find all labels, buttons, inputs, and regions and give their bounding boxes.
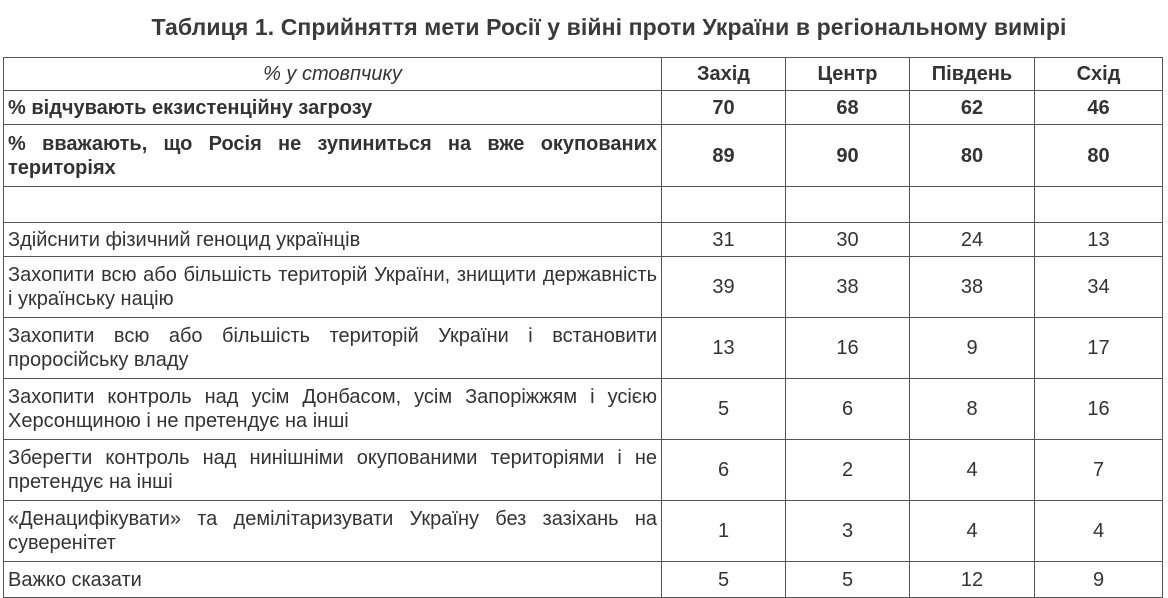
summary-row — [4, 125, 1163, 187]
empty-cell — [786, 187, 910, 223]
cell-value: 17 — [1035, 318, 1163, 379]
header-row — [4, 58, 1163, 91]
cell-value: 5 — [662, 562, 786, 598]
row-label: Захопити всю або більшість територій України і встановити проросійську владу — [4, 318, 662, 379]
cell-value: 7 — [1035, 440, 1163, 501]
cell-value: 13 — [662, 318, 786, 379]
column-header-west: Захід — [662, 58, 786, 91]
row-label: Зберегти контроль над нинішніми окупованими територіями і не претендує на інші — [4, 440, 662, 501]
cell-value: 6 — [662, 440, 786, 501]
cell-value: 13 — [1035, 223, 1163, 257]
cell-value: 16 — [786, 318, 910, 379]
cell-value: 16 — [1035, 379, 1163, 440]
row-label: Важко сказати — [4, 562, 662, 598]
cell-value: 31 — [662, 223, 786, 257]
cell-value: 3 — [786, 501, 910, 562]
table-row — [4, 318, 1163, 379]
table-title: Таблиця 1. Сприйняття мети Росії у війні проти України в регіональному вимірі — [151, 14, 1067, 40]
row-label: Захопити контроль над усім Донбасом, усім Запоріжжям і усією Херсонщиною і не претендує на інші — [4, 379, 662, 440]
cell-value: 80 — [910, 125, 1035, 187]
cell-value: 89 — [662, 125, 786, 187]
data-table — [3, 57, 1163, 598]
cell-value: 8 — [910, 379, 1035, 440]
summary-row — [4, 91, 1163, 125]
cell-value: 90 — [786, 125, 910, 187]
cell-value: 12 — [910, 562, 1035, 598]
cell-value: 9 — [1035, 562, 1163, 598]
cell-value: 9 — [910, 318, 1035, 379]
cell-value: 5 — [662, 379, 786, 440]
cell-value: 1 — [662, 501, 786, 562]
column-header-south: Південь — [910, 58, 1035, 91]
table-row — [4, 223, 1163, 257]
table-row — [4, 501, 1163, 562]
cell-value: 4 — [910, 501, 1035, 562]
table-row — [4, 379, 1163, 440]
row-label: «Денацифікувати» та демілітаризувати Україну без зазіхань на суверенітет — [4, 501, 662, 562]
cell-value: 80 — [1035, 125, 1163, 187]
spacer-row — [4, 187, 1163, 223]
row-label: Захопити всю або більшість територій України, знищити державність і українську націю — [4, 257, 662, 318]
empty-cell — [1035, 187, 1163, 223]
table-row — [4, 562, 1163, 598]
cell-value: 4 — [1035, 501, 1163, 562]
cell-value: 38 — [910, 257, 1035, 318]
column-header-center: Центр — [786, 58, 910, 91]
row-label: % відчувають екзистенційну загрозу — [4, 91, 662, 125]
row-label: Здійснити фізичний геноцид українців — [4, 223, 662, 257]
cell-value: 46 — [1035, 91, 1163, 125]
row-label: % вважають, що Росія не зупиниться на вже окупованих територіях — [4, 125, 662, 187]
cell-value: 30 — [786, 223, 910, 257]
cell-value: 70 — [662, 91, 786, 125]
cell-value: 34 — [1035, 257, 1163, 318]
cell-value: 68 — [786, 91, 910, 125]
cell-value: 38 — [786, 257, 910, 318]
cell-value: 39 — [662, 257, 786, 318]
cell-value: 2 — [786, 440, 910, 501]
empty-cell — [910, 187, 1035, 223]
cell-value: 5 — [786, 562, 910, 598]
empty-cell — [4, 187, 662, 223]
cell-value: 62 — [910, 91, 1035, 125]
empty-cell — [662, 187, 786, 223]
cell-value: 24 — [910, 223, 1035, 257]
table-row — [4, 257, 1163, 318]
cell-value: 6 — [786, 379, 910, 440]
table-row — [4, 440, 1163, 501]
cell-value: 4 — [910, 440, 1035, 501]
stub-header: % у стовпчику — [4, 58, 662, 91]
column-header-east: Схід — [1035, 58, 1163, 91]
